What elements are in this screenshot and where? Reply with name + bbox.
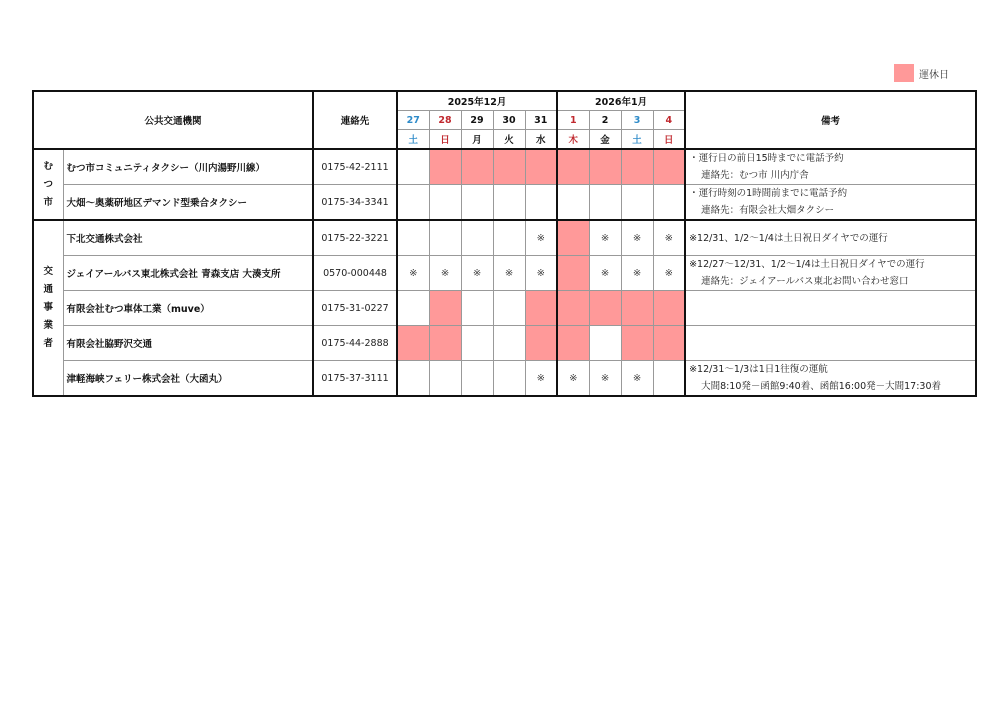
day-cell-closed	[653, 149, 685, 185]
legend	[894, 64, 949, 82]
day-cell-closed	[557, 291, 589, 326]
day-cell	[589, 185, 621, 221]
special-schedule-mark: ※	[440, 267, 450, 279]
agency-name: 津軽海峡フェリー株式会社（大函丸）	[63, 361, 313, 397]
day-number: 30	[493, 111, 525, 130]
day-cell-special	[557, 361, 589, 397]
day-number: 28	[429, 111, 461, 130]
special-schedule-mark: ※	[600, 232, 610, 244]
table-row	[33, 326, 976, 361]
header-remarks: 備考	[685, 91, 976, 149]
day-of-week: 水	[525, 130, 557, 150]
day-cell-closed	[557, 220, 589, 256]
day-of-week: 土	[621, 130, 653, 150]
day-of-week: 火	[493, 130, 525, 150]
agency-name: ジェイアールバス東北株式会社 青森支店 大湊支所	[63, 256, 313, 291]
legend-swatch-closed	[894, 64, 914, 82]
remarks-cell	[685, 291, 976, 326]
table-row	[33, 291, 976, 326]
contact-phone: 0175-31-0227	[313, 291, 397, 326]
agency-name: 下北交通株式会社	[63, 220, 313, 256]
day-cell-special	[493, 256, 525, 291]
table-row	[33, 361, 976, 397]
region-label	[33, 149, 63, 220]
day-cell-special	[589, 220, 621, 256]
table-row	[33, 220, 976, 256]
day-cell-closed	[557, 149, 589, 185]
day-cell-special	[621, 361, 653, 397]
day-number: 29	[461, 111, 493, 130]
day-cell	[429, 220, 461, 256]
region-label	[33, 220, 63, 396]
day-of-week: 月	[461, 130, 493, 150]
remarks-line: ・運行時刻の1時間前までに電話予約	[689, 188, 848, 199]
remarks-cell	[685, 256, 976, 291]
holiday-schedule-table	[32, 90, 977, 397]
day-cell-closed	[557, 326, 589, 361]
day-cell	[621, 185, 653, 221]
day-cell	[429, 185, 461, 221]
day-number: 4	[653, 111, 685, 130]
day-cell-closed	[525, 326, 557, 361]
day-cell-closed	[653, 326, 685, 361]
day-cell	[557, 185, 589, 221]
remarks-line: 大間8:10発－函館9:40着、函館16:00発－大間17:30着	[701, 381, 941, 392]
contact-phone: 0175-34-3341	[313, 185, 397, 221]
day-cell-closed	[589, 149, 621, 185]
special-schedule-mark: ※	[632, 232, 642, 244]
remarks-line: ※12/31～1/3は1日1往復の運航	[689, 364, 828, 375]
special-schedule-mark: ※	[664, 232, 673, 244]
day-cell-special	[525, 256, 557, 291]
contact-phone: 0175-42-2111	[313, 149, 397, 185]
table-row	[33, 256, 976, 291]
day-cell	[429, 361, 461, 397]
region-char: む	[43, 160, 53, 172]
special-schedule-mark: ※	[632, 267, 642, 279]
day-cell-special	[397, 256, 429, 291]
day-cell	[397, 185, 429, 221]
table-row	[33, 149, 976, 185]
day-cell	[493, 326, 525, 361]
special-schedule-mark: ※	[472, 267, 482, 279]
remarks-line: ※12/27～12/31、1/2～1/4は土日祝日ダイヤでの運行	[689, 259, 925, 270]
day-cell-closed	[525, 291, 557, 326]
day-number: 1	[557, 111, 589, 130]
day-number: 2	[589, 111, 621, 130]
day-cell-special	[621, 220, 653, 256]
remarks-cell	[685, 361, 976, 397]
agency-name: 有限会社脇野沢交通	[63, 326, 313, 361]
special-schedule-mark: ※	[504, 267, 514, 279]
day-cell-closed	[525, 149, 557, 185]
day-of-week: 日	[429, 130, 461, 150]
day-of-week: 木	[557, 130, 589, 150]
remarks-line: ・運行日の前日15時までに電話予約	[689, 153, 844, 164]
day-cell	[461, 326, 493, 361]
remarks-cell	[685, 326, 976, 361]
header-agency: 公共交通機関	[33, 91, 313, 149]
day-cell-closed	[461, 149, 493, 185]
day-cell-closed	[621, 149, 653, 185]
contact-phone: 0570-000448	[313, 256, 397, 291]
day-cell-special	[525, 361, 557, 397]
header-month-jan: 2026年1月	[557, 91, 685, 111]
contact-phone: 0175-44-2888	[313, 326, 397, 361]
day-cell-closed	[589, 291, 621, 326]
special-schedule-mark: ※	[536, 267, 545, 279]
day-number: 3	[621, 111, 653, 130]
table-row	[33, 185, 976, 221]
contact-phone: 0175-37-3111	[313, 361, 397, 397]
day-cell-closed	[621, 326, 653, 361]
remarks-cell	[685, 220, 976, 256]
day-cell	[653, 361, 685, 397]
region-char: 通	[43, 284, 53, 295]
remarks-line: 連絡先：ジェイアールバス東北お問い合わせ窓口	[701, 276, 909, 287]
remarks-line: 連絡先：有限会社大畑タクシー	[701, 205, 835, 216]
day-cell-closed	[653, 291, 685, 326]
header-month-dec: 2025年12月	[397, 91, 557, 111]
region-char: 業	[43, 320, 53, 331]
agency-name: むつ市コミュニティタクシー（川内湯野川線）	[63, 149, 313, 185]
day-cell	[397, 149, 429, 185]
special-schedule-mark: ※	[664, 267, 673, 279]
day-cell	[397, 220, 429, 256]
day-cell	[493, 220, 525, 256]
day-cell-special	[429, 256, 461, 291]
day-cell	[461, 185, 493, 221]
special-schedule-mark: ※	[409, 267, 418, 279]
region-char: 交	[43, 266, 53, 277]
day-of-week: 日	[653, 130, 685, 150]
day-cell-special	[589, 361, 621, 397]
day-cell-special	[653, 256, 685, 291]
day-cell	[493, 185, 525, 221]
day-cell-closed	[557, 256, 589, 291]
special-schedule-mark: ※	[536, 372, 545, 384]
agency-name: 大畑～奥薬研地区デマンド型乗合タクシー	[63, 185, 313, 221]
day-cell-special	[589, 256, 621, 291]
day-cell	[461, 220, 493, 256]
day-cell	[653, 185, 685, 221]
region-char: 市	[43, 196, 53, 208]
remarks-cell	[685, 185, 976, 221]
special-schedule-mark: ※	[632, 372, 642, 384]
day-cell-special	[653, 220, 685, 256]
day-cell	[461, 291, 493, 326]
day-cell-closed	[621, 291, 653, 326]
legend-label: 運休日	[919, 69, 949, 81]
region-char: 事	[43, 302, 53, 313]
remarks-line: 連絡先：むつ市 川内庁舎	[701, 170, 809, 181]
day-of-week: 金	[589, 130, 621, 150]
day-cell	[525, 185, 557, 221]
day-cell-special	[461, 256, 493, 291]
header-contact: 連絡先	[313, 91, 397, 149]
day-cell-special	[621, 256, 653, 291]
special-schedule-mark: ※	[600, 267, 610, 279]
region-char: つ	[43, 178, 53, 190]
special-schedule-mark: ※	[569, 372, 578, 384]
remarks-cell	[685, 149, 976, 185]
contact-phone: 0175-22-3221	[313, 220, 397, 256]
day-cell-closed	[493, 149, 525, 185]
day-number: 31	[525, 111, 557, 130]
day-cell	[493, 361, 525, 397]
agency-name: 有限会社むつ車体工業（muve）	[63, 291, 313, 326]
day-cell-closed	[429, 149, 461, 185]
day-cell-closed	[429, 326, 461, 361]
day-cell-special	[525, 220, 557, 256]
special-schedule-mark: ※	[536, 232, 545, 244]
day-cell-closed	[397, 326, 429, 361]
day-cell-closed	[429, 291, 461, 326]
day-cell	[397, 361, 429, 397]
day-of-week: 土	[397, 130, 429, 150]
region-char: 者	[43, 338, 53, 349]
special-schedule-mark: ※	[600, 372, 610, 384]
day-cell	[397, 291, 429, 326]
day-number: 27	[397, 111, 429, 130]
day-cell	[461, 361, 493, 397]
day-cell	[589, 326, 621, 361]
remarks-line: ※12/31、1/2～1/4は土日祝日ダイヤでの運行	[689, 232, 888, 244]
day-cell	[493, 291, 525, 326]
